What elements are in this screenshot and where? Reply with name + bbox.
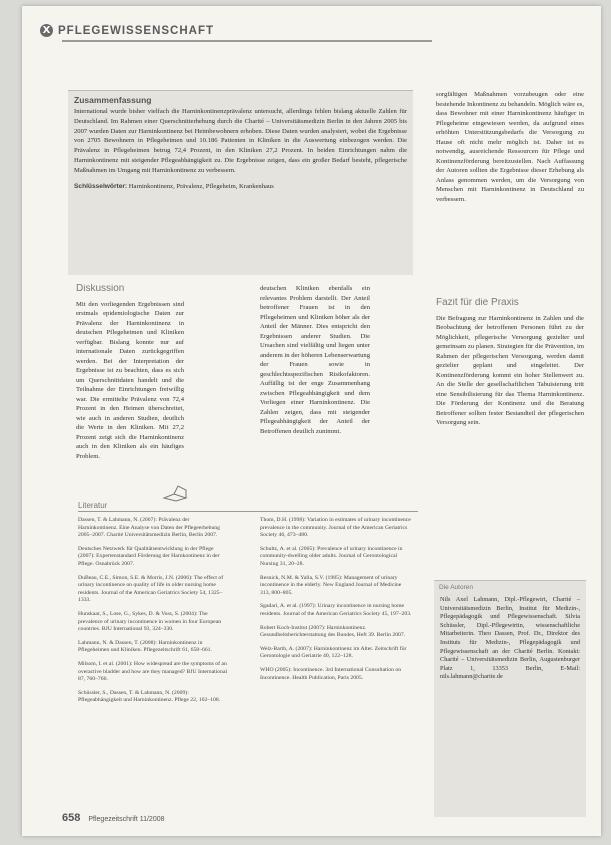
journal-page <box>22 6 601 836</box>
abstract-heading: Zusammenfassung <box>74 95 152 105</box>
reference-item: Lahmann, N. & Dassen, T. (2008): Harninkontinenz in Pflegeheimen und Kliniken. Pflegezeitschrift 61, 658–661. <box>78 639 212 654</box>
literature-heading: Literatur <box>78 501 108 510</box>
practice-heading: Fazit für die Praxis <box>436 298 519 308</box>
page-number: 658 <box>62 812 81 824</box>
journal-issue: Pflegezeitschrift 11/2008 <box>88 816 165 823</box>
reference-item: Sgadari, A. et al. (1997): Urinary incontinence in nursing home residents. Journal of the American Geriatrics Society 45, 197–203. <box>260 603 412 617</box>
header-rule <box>62 40 432 42</box>
practice-text: Die Befragung zur Harninkontinenz in Zahlen und die Beobachtung der betroffenen Personen führt zu der Möglichkeit, pflegerische Versorgung gezielter und gemeinsam zu planen. Strategien für die Prävention, im Rahmen der pflegerischen Versorgung, werden damit gezielter geplant und eingeleitet. Der Kontinenzförderung kommt ein hoher Stellenwert zu. An die Stelle der gesellschaftlichen Tabuisierung tritt eine Sensibilisierung für das Thema Harninkontinenz. Die Förderung der Kontinenz und die Beratung Betroffener sollten fester Bestandteil der pflegerischen Versorgung sein. <box>436 314 584 426</box>
page-footer <box>62 812 165 824</box>
author-heading: Die Autoren <box>439 584 473 591</box>
reference-item: WHO (2005): Incontinence. 3rd International Consultation on Incontinence. Health Publication, Paris 2005. <box>260 666 402 681</box>
discussion-heading: Diskussion <box>76 284 125 294</box>
practice-section <box>436 298 584 568</box>
keywords-label: Schlüsselwörter: <box>74 182 128 190</box>
discussion-text-3: sorgfältigen Maßnahmen vorzubeugen oder eine bestehende Inkontinenz zu behandeln. Möglich wäre es, dass Bewohner mit einer Harninkontinenz häufiger in Pflegeheime eingewiesen werden, da aufgrund eines erhöhten Unterstützungsbedarfs die Versorgung zu Hause oft nicht mehr möglich ist. Daher ist es notwendig, ausreichende Ressourcen für Pflege und Kontinenzförderung bereitzustellen. Nach Auffassung der Autoren sollten die Ergebnisse dieser Erhebung als Anlass genommen werden, um die Versorgung von Menschen mit Harninkontinenz in Deutschland zu verbessern. <box>436 91 584 203</box>
reference-item: Welz-Barth, A. (2007): Harninkontinenz im Alter. Zeitschrift für Gerontologie und Geriatrie 40, 122–128. <box>260 645 407 660</box>
reference-item: Deutsches Netzwerk für Qualitätsentwicklung in der Pflege (2007): Expertenstandard Förderung der Harnkontinenz in der Pflege. Osnabrück 2007. <box>78 545 220 567</box>
abstract-text: International wurde bisher vielfach die Harninkontinenzprävalenz untersucht, allerdings fehlen bislang aktuelle Zahlen für Deutschland. Im Rahmen einer Querschnitterhebung durch die Charité – Universitätsmedizin Berlin in den Jahren 2005 bis 2007 wurden Daten zur Harninkontinenz bei Heimbewohnern erhoben. Diese Daten wurden analysiert, wobei die Ergebnisse von 2705 Bewohnern in Pflegeheimen und 10.186 Patienten in Kliniken in die Auswertung einbezogen werden. Die Prävalenz in Pflegeheimen betrug 72,4 Prozent, in den Kliniken 27,2 Prozent. In beiden Einrichtungen nahm die Harninkontinenz mit steigender Pflegeabhängigkeit zu. Die Ergebnisse zeigen, dass ein großer Bedarf besteht, pflegerische Maßnahmen im Umgang mit Harninkontinenz zu verbessern. <box>74 108 407 174</box>
discussion-text-1: Mit den vorliegenden Ergebnissen sind erstmals epidemiologische Daten zur Prävalenz der Harninkontinenz in deutschen Pflegeheimen und Kliniken verfügbar. Bislang konnte nur auf internationale Daten zurückgegriffen werden. Bei der Interpretation der Ergebnisse ist zu beachten, dass es sich um Querschnittdaten handelt und die Teilnahme der Einrichtungen freiwillig war. Die ermittelte Prävalenz von 72,4 Prozent in den Heimen überschreitet, wie auch in anderen Studien, deutlich die Werte in den Kliniken. Mit 27,2 Prozent zeigt sich die Harninkontinenz auch in den Kliniken als ein häufiges Problem. <box>76 300 184 460</box>
reference-item: Dassen, T. & Lahmann, N. (2007): Prävalenz der Harninkontinenz. Eine Analyse von Daten der Pflegeerhebung 2005–2007. Charité Universitätsmedizin Berlin, Berlin 2007. <box>78 517 220 539</box>
reference-item: Resnick, N.M. & Yalla, S.V. (1985): Management of urinary incontinence in the elderly. New England Journal of Medicine 313, 800–805. <box>260 574 402 596</box>
abstract-box <box>68 90 413 275</box>
journal-logo-icon: X <box>40 24 53 37</box>
reference-item: Schultz, A. et al. (2005): Prevalence of urinary incontinence in community-dwelling older adults. Journal of Gerontological Nursing 31, 20–28. <box>260 545 403 567</box>
discussion-text-2: deutschen Kliniken ebenfalls ein relevantes Problem darstellt. Der Anteil betroffener Frauen ist in den Pflegeheimen und Kliniken höher als der Anteil der Männer. Dies entspricht den Ergebnissen anderer Studien. Die Ursachen sind vielfältig und liegen unter anderem in der höheren Lebenserwartung der Frauen sowie in geschlechtsspezifischen Risikofaktoren. Auffällig ist der enge Zusammenhang zwischen Pflegeabhängigkeit und dem Vorliegen einer Harninkontinenz. Die Zahlen zeigen, dass mit steigender Pflegeabhängigkeit der Anteil der Betroffenen deutlich zunimmt. <box>260 285 370 435</box>
author-box <box>434 580 586 817</box>
reference-item: DuBeau, C.E., Simon, S.E. & Morris, J.N. (2006): The effect of urinary incontinence on quality of life in older nursing home residents. Journal of the American Geriatrics Society 54, 1325–1333. <box>78 574 224 604</box>
reference-item: Schüssler, S., Dassen, T. & Lahmann, N. (2009): Pflegeabhängigkeit und Harninkontinenz. Pflege 22, 102–108. <box>78 689 221 704</box>
literature-rule <box>78 511 418 512</box>
reference-item: Milsom, I. et al. (2001): How widespread are the symptoms of an overactive bladder and how are they managed? BJU International 87, 760–766. <box>78 660 228 683</box>
keywords-line <box>68 176 413 192</box>
references-right <box>260 517 412 807</box>
discussion-column-3 <box>436 90 584 280</box>
reference-item: Robert Koch-Institut (2007): Harninkontinenz. Gesundheitsberichterstattung des Bundes, Heft 39. Berlin 2007. <box>260 624 406 639</box>
reference-item: Hunskaar, S., Lose, G., Sykes, D. & Voss, S. (2004): The prevalence of urinary incontinence in women in four European countries. BJU International 93, 324–330. <box>78 610 222 633</box>
keywords-text: Harninkontinenz, Prävalenz, Pflegeheim, Krankenhaus <box>128 182 274 190</box>
discussion-column-2 <box>260 284 370 484</box>
references-left <box>78 517 228 807</box>
discussion-column-1 <box>76 284 184 484</box>
open-book-icon <box>162 484 188 502</box>
reference-item: Thom, D.H. (1998): Variation in estimates of urinary incontinence prevalence in the community. Journal of the American Geriatrics Society 46, 473–480. <box>260 517 411 539</box>
section-title: PFLEGEWISSENSCHAFT <box>58 24 215 37</box>
author-text: Nils Axel Lahmann, Dipl.-Pflegewirt, Charité – Universitätsmedizin Berlin, Institut für Medizin-, Pflegepädagogik und Pflegewissenschaft. Silvia Schüssler, Dipl.-Pflegewirtin, wissenschaftliche Mitarbeiterin. Theo Dassen, Prof. Dr., Direktor des Instituts für Medizin-, Pflegepädagogik und Pflegewissenschaft an der Charité Berlin. Kontakt: Charité – Universitätsmedizin Berlin, Augustenburger Platz 1, 13353 Berlin, E-Mail: nils.lahmann@charite.de <box>440 596 580 681</box>
page-header <box>40 24 214 37</box>
